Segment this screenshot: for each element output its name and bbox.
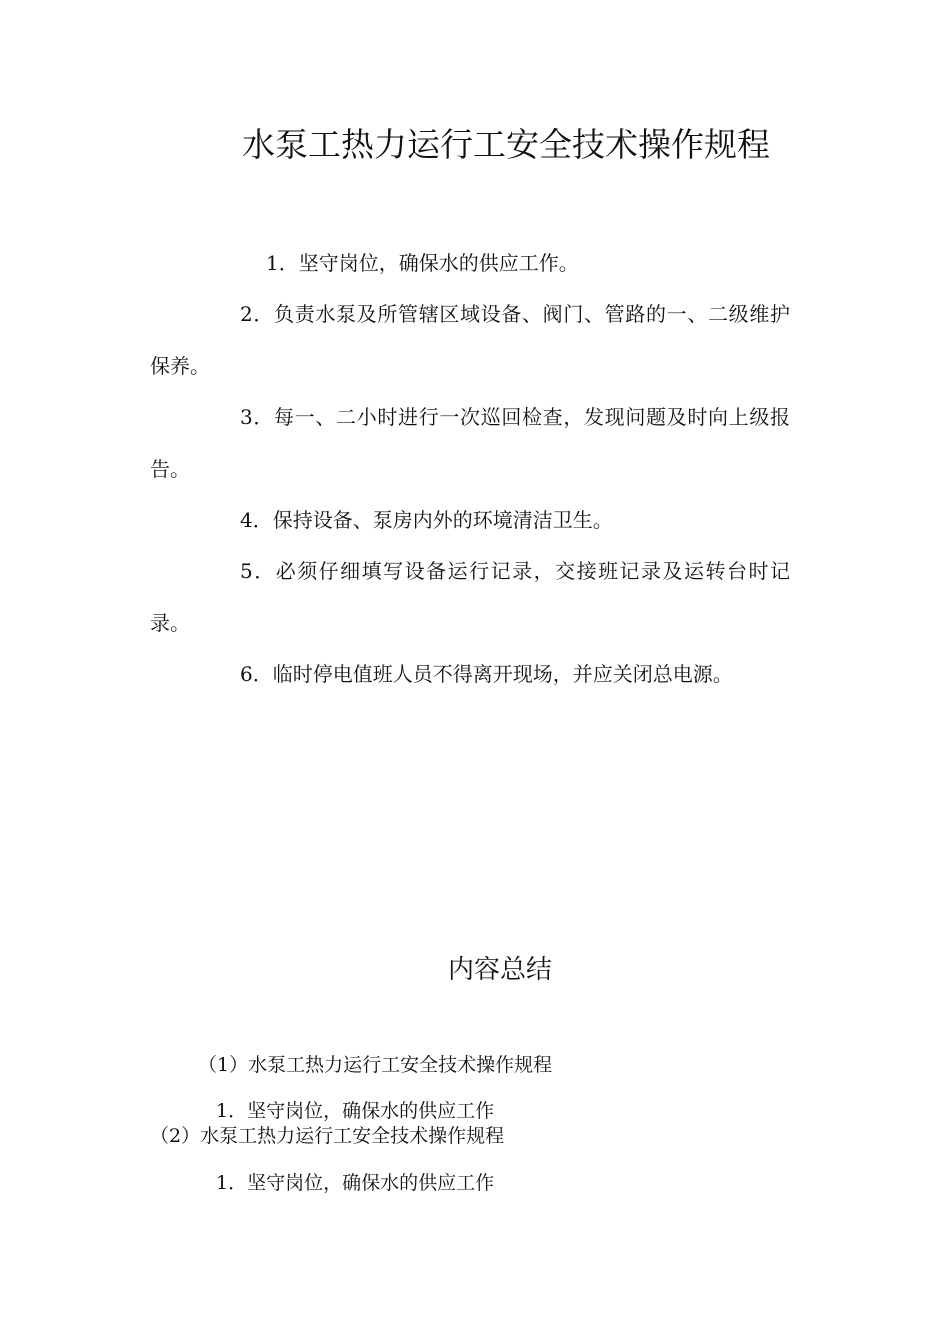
summary-title: 内容总结 bbox=[448, 955, 553, 985]
summary-line-1: （1）水泵工热力运行工安全技术操作规程 bbox=[198, 1054, 553, 1076]
rule-paragraph-5: 5．必须仔细填写设备运行记录，交接班记录及运转台时记录。 bbox=[150, 559, 790, 635]
rule-paragraph-2: 2．负责水泵及所管辖区域设备、阀门、管路的一、二级维护保养。 bbox=[150, 302, 790, 378]
document-title: 水泵工热力运行工安全技术操作规程 bbox=[242, 125, 770, 164]
summary-line-4: 1．坚守岗位，确保水的供应工作 bbox=[216, 1172, 495, 1194]
rule-paragraph-3: 3．每一、二小时进行一次巡回检查，发现问题及时向上级报告。 bbox=[150, 405, 790, 481]
rule-paragraph-6: 6．临时停电值班人员不得离开现场，并应关闭总电源。 bbox=[240, 662, 733, 686]
rule-paragraph-1: 1．坚守岗位，确保水的供应工作。 bbox=[266, 251, 579, 275]
rule-paragraph-4: 4．保持设备、泵房内外的环境清洁卫生。 bbox=[240, 508, 613, 532]
summary-line-3: （2）水泵工热力运行工安全技术操作规程 bbox=[150, 1125, 505, 1147]
summary-line-2: 1．坚守岗位，确保水的供应工作 bbox=[216, 1100, 495, 1122]
